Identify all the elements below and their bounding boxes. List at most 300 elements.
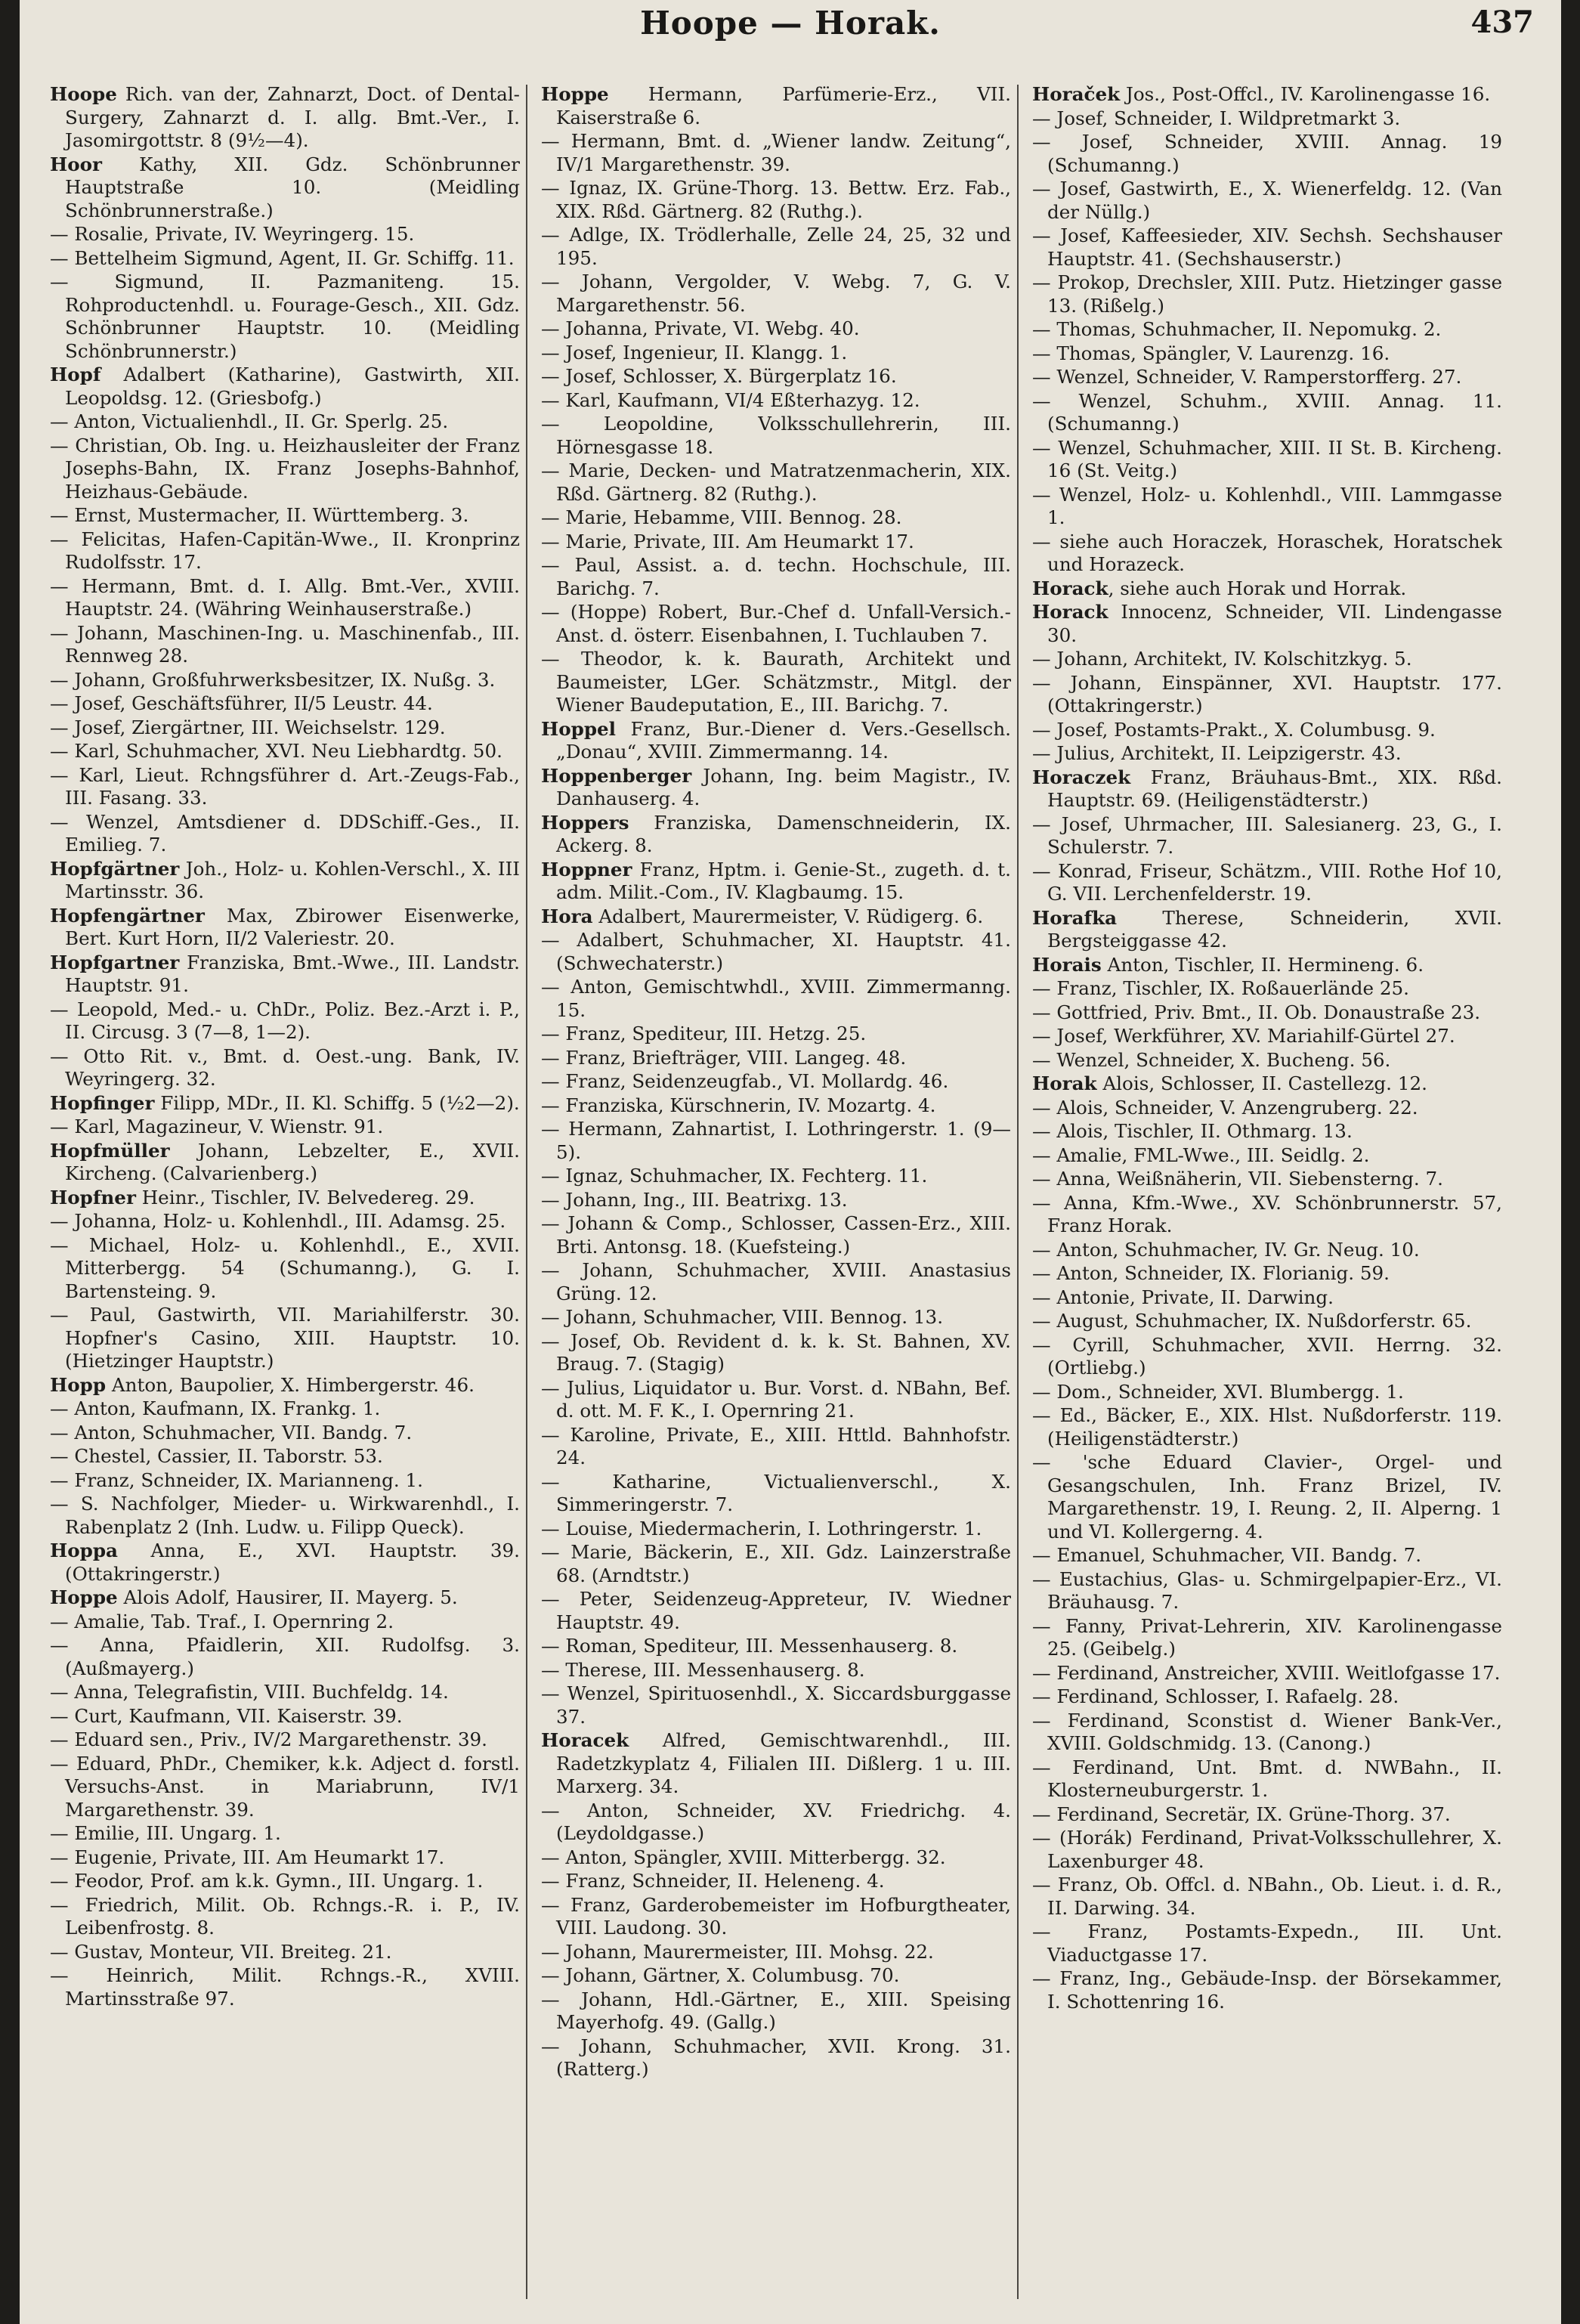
entry-surname: Horak (1032, 1072, 1097, 1094)
entry-text: — Wenzel, Schuhmacher, XIII. II St. B. Kircheng. 16 (St. Veitg.) (1032, 436, 1502, 481)
directory-entry (541, 859, 1011, 905)
entry-text: — Theodor, k. k. Baurath, Architekt und Baumeister, LGer. Schätzmstr., Mitgl. der Wiener Baudeputation, E., III. Barichg. 7. (541, 648, 1011, 716)
entry-text: — Christian, Ob. Ing. u. Heizhausleiter der Franz Josephs-Bahn, IX. Franz Josephs-Bahnhof, Heizhaus-Gebäude. (50, 434, 520, 503)
entry-text: Alois, Schlosser, II. Castellezg. 12. (1096, 1072, 1427, 1094)
directory-entry (541, 601, 1011, 647)
directory-entry (1032, 977, 1502, 1001)
directory-entry (541, 1330, 1011, 1376)
entry-text: — Wenzel, Spirituosenhdl., X. Siccardsburggasse 37. (541, 1682, 1011, 1728)
directory-entry (1032, 1310, 1502, 1333)
entry-text: — Eugenie, Private, III. Am Heumarkt 17. (50, 1846, 445, 1868)
entry-text: — Johann, Schuhmacher, XVIII. Anastasius Grüng. 12. (541, 1259, 1011, 1304)
entry-text: Anna, E., XVI. Hauptstr. 39. (Ottakringerstr.) (65, 1540, 520, 1585)
directory-entry (541, 1212, 1011, 1258)
directory-entry (1032, 1120, 1502, 1143)
entry-text: — Franz, Briefträger, VIII. Langeg. 48. (541, 1046, 907, 1069)
directory-entry (1032, 860, 1502, 906)
entry-surname: Horaczek (1032, 766, 1131, 788)
directory-entry (541, 365, 1011, 388)
entry-text: — (Hoppe) Robert, Bur.-Chef d. Unfall-Versich.-Anst. d. österr. Eisenbahnen, I. Tuchlauben 7. (541, 601, 1011, 646)
entry-text: — Anna, Telegrafistin, VIII. Buchfeldg. 14. (50, 1681, 449, 1703)
entry-text: — Franz, Tischler, IX. Roßauerlände 25. (1032, 977, 1409, 999)
entry-text: — Karl, Lieut. Rchngsführer d. Art.-Zeugs-Fab., III. Fasang. 33. (50, 763, 520, 809)
directory-entry (541, 1729, 1011, 1799)
entry-surname: Horack (1032, 601, 1108, 623)
directory-entry (1032, 531, 1502, 577)
directory-entry (50, 1846, 520, 1870)
entry-text: — Wenzel, Schuhm., XVIII. Annag. 11. (Schumanng.) (1032, 389, 1502, 435)
directory-entry (1032, 1756, 1502, 1803)
entry-surname: Hoppel (541, 717, 617, 740)
directory-page (20, 0, 1561, 2324)
directory-entry (1032, 1710, 1502, 1756)
directory-entry (50, 1445, 520, 1468)
entry-text: — Anton, Kaufmann, IX. Frankg. 1. (50, 1397, 381, 1419)
entry-text: — Wenzel, Schneider, X. Bucheng. 56. (1032, 1048, 1391, 1071)
entry-text: — Emilie, III. Ungarg. 1. (50, 1822, 281, 1844)
directory-entry (541, 224, 1011, 270)
entry-text: — Marie, Hebamme, VIII. Bennog. 28. (541, 506, 902, 528)
entry-text: — Paul, Assist. a. d. techn. Hochschule, III. Barichg. 7. (541, 554, 1011, 599)
directory-entry (541, 765, 1011, 811)
directory-entry (50, 364, 520, 410)
entry-text: — Franz, Garderobemeister im Hofburgtheater, VIII. Laudong. 30. (541, 1893, 1011, 1939)
entry-text: Adalbert, Maurermeister, V. Rüdigerg. 6. (592, 905, 984, 927)
directory-entry (50, 1681, 520, 1704)
entry-text: Franziska, Damenschneiderin, IX. Ackerg. 8. (556, 811, 1011, 856)
directory-entry (50, 1894, 520, 1940)
directory-entry (1032, 1168, 1502, 1191)
entry-text: — Johann, Vergolder, V. Webg. 7, G. V. Margarethenstr. 56. (541, 271, 1011, 316)
entry-text: — Fanny, Privat-Lehrerin, XIV. Karolinengasse 25. (Geibelg.) (1032, 1614, 1502, 1660)
entry-surname: Hopfmüller (50, 1139, 170, 1162)
directory-entry (50, 1705, 520, 1728)
entry-text: Franz, Bräuhaus-Bmt., XIX. Rßd. Hauptstr. 69. (Heiligenstädterstr.) (1047, 766, 1502, 811)
entry-text: — Ferdinand, Unt. Bmt. d. NWBahn., II. Klosterneuburgerstr. 1. (1032, 1756, 1502, 1801)
entry-text: — Antonie, Private, II. Darwing. (1032, 1286, 1334, 1308)
directory-entry (1032, 719, 1502, 742)
directory-entry (50, 1234, 520, 1304)
entry-text: — Johanna, Holz- u. Kohlenhdl., III. Adamsg. 25. (50, 1210, 506, 1232)
entry-text: — Leopold, Med.- u. ChDr., Poliz. Bez.-Arzt i. P., II. Circusg. 3 (7—8, 1—2). (50, 998, 520, 1043)
entry-surname: Hopfgärtner (50, 857, 180, 880)
entry-text: — Adlge, IX. Trödlerhalle, Zelle 24, 25, 32 und 195. (541, 224, 1011, 269)
directory-entry (1032, 1803, 1502, 1827)
directory-entry (541, 177, 1011, 223)
entry-text: — Paul, Gastwirth, VII. Mariahilferstr. 30. Hopfner's Casino, XIII. Hauptstr. 10. (Hietzinger Hauptstr.) (50, 1304, 520, 1372)
entry-text: — Gottfried, Priv. Bmt., II. Ob. Donaustraße 23. (1032, 1001, 1481, 1023)
entry-text: — Michael, Holz- u. Kohlenhdl., E., XVII. Mitterbergg. 54 (Schumanng.), G. I. Bartensteing. 9. (50, 1233, 520, 1302)
entry-text: — Johann, Schuhmacher, VIII. Bennog. 13. (541, 1306, 944, 1328)
entry-text: — Friedrich, Milit. Ob. Rchngs.-R. i. P., IV. Leibenfrostg. 8. (50, 1893, 520, 1939)
directory-column-2 (541, 83, 1011, 2313)
entry-surname: Hopfgartner (50, 951, 180, 973)
entry-text: — Alois, Schneider, V. Anzengruberg. 22. (1032, 1096, 1418, 1119)
entry-text: Franz, Bur.-Diener d. Vers.-Gesellsch. „Donau“, XVIII. Zimmermanng. 14. (556, 717, 1011, 763)
directory-entry (1032, 1920, 1502, 1967)
entry-text: — Josef, Gastwirth, E., X. Wienerfeldg. 12. (Van der Nüllg.) (1032, 178, 1502, 223)
directory-entry (541, 1118, 1011, 1164)
entry-text: — Emanuel, Schuhmacher, VII. Bandg. 7. (1032, 1544, 1422, 1566)
entry-text: Anton, Tischler, II. Hermineng. 6. (1101, 953, 1424, 976)
directory-entry (50, 858, 520, 904)
entry-text: — Franziska, Kürschnerin, IV. Mozartg. 4. (541, 1094, 936, 1116)
directory-entry (541, 130, 1011, 176)
directory-entry (541, 506, 1011, 530)
directory-entry (1032, 1381, 1502, 1404)
directory-entry (541, 976, 1011, 1022)
directory-entry (541, 83, 1011, 129)
entry-text: — Ernst, Mustermacher, II. Württemberg. 3. (50, 504, 469, 526)
entry-text: — Anton, Schuhmacher, IV. Gr. Neug. 10. (1032, 1238, 1420, 1261)
entry-text: — Prokop, Drechsler, XIII. Putz. Hietzinger gasse 13. (Rißelg.) (1032, 271, 1502, 317)
entry-surname: Hopf (50, 364, 101, 385)
entry-text: — Heinrich, Milit. Rchngs.-R., XVIII. Martinsstraße 97. (50, 1964, 520, 2010)
entry-text: — Marie, Decken- und Matratzenmacherin, XIX. Rßd. Gärtnerg. 82 (Ruthg.). (541, 460, 1011, 505)
entry-surname: Horais (1032, 953, 1102, 976)
directory-entry (1032, 1568, 1502, 1614)
directory-entry (541, 1070, 1011, 1094)
directory-entry (1032, 813, 1502, 859)
entry-surname: Hoppers (541, 811, 629, 834)
directory-entry (1032, 437, 1502, 483)
entry-text: — Ferdinand, Sconstist d. Wiener Bank-Ver., XVIII. Goldschmidg. 13. (Canong.) (1032, 1709, 1502, 1754)
entry-text: — Josef, Schneider, I. Wildpretmarkt 3. (1032, 107, 1401, 129)
directory-entry (50, 223, 520, 246)
directory-entry (50, 1611, 520, 1634)
directory-entry (541, 554, 1011, 600)
directory-entry (541, 1189, 1011, 1212)
directory-entry (50, 905, 520, 951)
directory-column-3 (1032, 83, 1502, 2313)
entry-text: — Josef, Schneider, XVIII. Annag. 19 (Schumanng.) (1032, 131, 1502, 176)
entry-text: — Franz, Schneider, IX. Marianneng. 1. (50, 1468, 423, 1491)
directory-entry (50, 575, 520, 621)
entry-text: — Ed., Bäcker, E., XIX. Hlst. Nußdorferstr. 119. (Heiligenstädterstr.) (1032, 1404, 1502, 1450)
directory-entry (50, 1634, 520, 1680)
directory-entry (1032, 1097, 1502, 1120)
directory-entry (541, 531, 1011, 554)
directory-entry (1032, 1827, 1502, 1873)
entry-text: — Julius, Liquidator u. Bur. Vorst. d. NBahn, Bef. d. ott. M. F. K., I. Opernring 21. (541, 1376, 1011, 1422)
entry-surname: Hoor (50, 153, 103, 175)
directory-entry (541, 2035, 1011, 2081)
directory-entry (50, 1422, 520, 1445)
entry-text: — Hermann, Zahnartist, I. Lothringerstr. 1. (9—5). (541, 1118, 1011, 1163)
entry-text: — Eduard, PhDr., Chemiker, k.k. Adject d. forstl. Versuchs-Anst. in Mariabrunn, IV/1 Margarethenstr. 39. (50, 1752, 520, 1821)
directory-entry (541, 1799, 1011, 1846)
entry-text: — Josef, Uhrmacher, III. Salesianerg. 23, G., I. Schulerstr. 7. (1032, 812, 1502, 858)
entry-surname: Hopfner (50, 1186, 136, 1208)
directory-entry (50, 247, 520, 271)
directory-entry (1032, 1192, 1502, 1238)
entry-text: — Wenzel, Schneider, V. Ramperstorfferg. 27. (1032, 366, 1462, 388)
entry-surname: Hoppner (541, 858, 632, 880)
directory-entry (1032, 577, 1502, 601)
entry-surname: Hopfinger (50, 1091, 155, 1114)
directory-entry (541, 1659, 1011, 1682)
entry-surname: Horafka (1032, 906, 1118, 929)
entry-text: — Amalie, FML-Wwe., III. Seidlg. 2. (1032, 1143, 1370, 1166)
entry-text: Johann, Ing. beim Magistr., IV. Danhauserg. 4. (556, 764, 1011, 809)
directory-entry (541, 460, 1011, 506)
entry-text: — Hermann, Bmt. d. I. Allg. Bmt.-Ver., XVIII. Hauptstr. 24. (Währing Weinhauserstraße.) (50, 574, 520, 620)
entry-text: — Leopoldine, Volksschullehrerin, III. Hörnesgasse 18. (541, 413, 1011, 458)
directory-entry (50, 1092, 520, 1116)
directory-entry (541, 1259, 1011, 1305)
entry-text: — Cyrill, Schuhmacher, XVII. Herrng. 32. (Ortliebg.) (1032, 1333, 1502, 1379)
directory-entry (1032, 342, 1502, 366)
directory-entry (1032, 131, 1502, 177)
directory-entry (1032, 178, 1502, 224)
directory-entry (541, 413, 1011, 459)
directory-entry (541, 317, 1011, 341)
entry-text: — Karl, Schuhmacher, XVI. Neu Liebhardtg. 50. (50, 740, 502, 762)
directory-entry (1032, 1615, 1502, 1661)
directory-entry (50, 1870, 520, 1893)
directory-entry (1032, 1049, 1502, 1072)
directory-entry (1032, 366, 1502, 389)
directory-entry (50, 410, 520, 434)
entry-text: — Johann & Comp., Schlosser, Cassen-Erz., XIII. Brti. Antonsg. 18. (Kuefsteing.) (541, 1212, 1011, 1258)
directory-entry (50, 504, 520, 528)
directory-entry (1032, 484, 1502, 530)
page-number: 437 (1470, 5, 1534, 40)
entry-text: Franziska, Bmt.-Wwe., III. Landstr. Hauptstr. 91. (65, 951, 520, 996)
entry-text: Rich. van der, Zahnarzt, Doct. of Dental-Surgery, Zahnarzt d. I. allg. Bmt.-Ver., I. Jasomirgottstr. 8 (9½—4). (65, 83, 520, 151)
entry-text: Hermann, Parfümerie-Erz., VII. Kaiserstraße 6. (556, 83, 1011, 128)
page-title: Hoope — Horak. (640, 5, 941, 42)
entry-text: — Anton, Schneider, XV. Friedrichg. 4. (Leydoldgasse.) (541, 1799, 1011, 1844)
directory-entry (541, 271, 1011, 317)
entry-text: — Josef, Werkführer, XV. Mariahilf-Gürtel 27. (1032, 1025, 1455, 1047)
directory-entry (541, 1377, 1011, 1423)
entry-surname: Hora (541, 905, 593, 927)
entry-text: — Therese, III. Messenhauserg. 8. (541, 1658, 865, 1681)
entry-text: Max, Zbirower Eisenwerke, Bert. Kurt Horn, II/2 Valeriestr. 20. (65, 904, 520, 949)
directory-entry (541, 718, 1011, 764)
entry-surname: Horaček (1032, 83, 1121, 105)
entry-text: Adalbert (Katharine), Gastwirth, XII. Leopoldsg. 12. (Griesbofg.) (65, 364, 520, 409)
directory-entry (1032, 1025, 1502, 1048)
directory-entry (50, 740, 520, 763)
entry-text: — Josef, Schlosser, X. Bürgerplatz 16. (541, 365, 897, 387)
directory-entry (1032, 1967, 1502, 2013)
directory-entry (50, 1540, 520, 1586)
directory-entry (1032, 1072, 1502, 1096)
directory-entry (1032, 1685, 1502, 1709)
directory-entry (541, 1870, 1011, 1893)
entry-surname: Horack (1032, 577, 1108, 599)
entry-surname: Hoppe (541, 83, 609, 105)
entry-text: — Konrad, Friseur, Schätzm., VIII. Rothe Hof 10, G. VII. Lerchenfelderstr. 19. (1032, 859, 1502, 905)
directory-entry (541, 1471, 1011, 1517)
directory-entry (1032, 224, 1502, 271)
entry-text: — Felicitas, Hafen-Capitän-Wwe., II. Kronprinz Rudolfsstr. 17. (50, 528, 520, 573)
directory-entry (50, 1753, 520, 1822)
entry-text: — Wenzel, Amtsdiener d. DDSchiff.-Ges., II. Emilieg. 7. (50, 810, 520, 856)
entry-surname: Hopp (50, 1373, 107, 1396)
entry-text: — Ignaz, Schuhmacher, IX. Fechterg. 11. (541, 1165, 928, 1187)
entry-text: Johann, Lebzelter, E., XVII. Kircheng. (Calvarienberg.) (65, 1139, 520, 1184)
directory-entry (50, 1822, 520, 1846)
entry-surname: Hopfengärtner (50, 904, 205, 927)
entry-text: — Feodor, Prof. am k.k. Gymn., III. Ungarg. 1. (50, 1870, 484, 1892)
entry-text: — Anton, Schneider, IX. Florianig. 59. (1032, 1262, 1390, 1284)
directory-entry (541, 1894, 1011, 1940)
directory-entry (1032, 1239, 1502, 1262)
entry-text: Alois Adolf, Hausirer, II. Mayerg. 5. (117, 1586, 458, 1608)
directory-entry (1032, 1262, 1502, 1286)
directory-entry (50, 271, 520, 363)
entry-text: — Josef, Ob. Revident d. k. k. St. Bahnen, XV. Braug. 7. (Stagig) (541, 1329, 1011, 1375)
directory-entry (1032, 1662, 1502, 1685)
entry-text: — Louise, Miedermacherin, I. Lothringerstr. 1. (541, 1517, 982, 1540)
directory-entry (1032, 1451, 1502, 1543)
entry-text: — Anna, Kfm.-Wwe., XV. Schönbrunnerstr. 57, Franz Horak. (1032, 1191, 1502, 1236)
entry-text: — Hermann, Bmt. d. „Wiener landw. Zeitung“, IV/1 Margarethenstr. 39. (541, 130, 1011, 175)
directory-entry (541, 1635, 1011, 1658)
directory-entry (50, 1140, 520, 1186)
entry-text: — Curt, Kaufmann, VII. Kaiserstr. 39. (50, 1704, 403, 1727)
directory-entry (1032, 648, 1502, 671)
directory-entry (50, 1941, 520, 1964)
directory-entry (541, 1518, 1011, 1541)
directory-entry (50, 1045, 520, 1091)
page-header (20, 0, 1561, 53)
directory-entry (541, 1846, 1011, 1870)
entry-text: — Thomas, Schuhmacher, II. Nepomukg. 2. (1032, 318, 1442, 340)
directory-entry (50, 622, 520, 668)
entry-text: — Josef, Geschäftsführer, II/5 Leustr. 44. (50, 692, 433, 714)
entry-surname: Hoppa (50, 1540, 118, 1561)
entry-text: — Johann, Gärtner, X. Columbusg. 70. (541, 1964, 900, 1986)
directory-entry (1032, 318, 1502, 342)
directory-entry (541, 1165, 1011, 1188)
entry-text: Anton, Baupolier, X. Himbergerstr. 46. (106, 1373, 475, 1396)
directory-entry (1032, 1874, 1502, 1920)
entry-text: — Johanna, Private, VI. Webg. 40. (541, 317, 860, 339)
entry-text: — Karl, Magazineur, V. Wienstr. 91. (50, 1116, 384, 1137)
entry-text: , siehe auch Horak und Horrak. (1108, 577, 1407, 599)
entry-text: — Ferdinand, Schlosser, I. Rafaelg. 28. (1032, 1685, 1399, 1707)
entry-text: — Eduard sen., Priv., IV/2 Margarethenstr. 39. (50, 1728, 487, 1750)
entry-text: — Johann, Einspänner, XVI. Hauptstr. 177. (Ottakringerstr.) (1032, 671, 1502, 716)
directory-entry (1032, 1001, 1502, 1025)
directory-entry (1032, 954, 1502, 977)
entry-text: — Thomas, Spängler, V. Laurenzg. 16. (1032, 342, 1390, 364)
entry-surname: Hoope (50, 83, 117, 105)
directory-entry (1032, 742, 1502, 766)
directory-entry (1032, 766, 1502, 812)
entry-text: Alfred, Gemischtwarenhdl., III. Radetzkyplatz 4, Filialen III. Dißlerg. 1 u. III. Marxerg. 34. (556, 1729, 1011, 1797)
entry-text: — Otto Rit. v., Bmt. d. Oest.-ung. Bank, IV. Weyringerg. 32. (50, 1044, 520, 1090)
directory-entry (50, 811, 520, 857)
column-rule (1017, 85, 1019, 2299)
entry-text: Filipp, MDr., II. Kl. Schiffg. 5 (½2—2). (154, 1091, 520, 1114)
directory-entry (50, 669, 520, 692)
entry-text: Jos., Post-Offcl., IV. Karolinengasse 16. (1120, 83, 1491, 105)
directory-entry (50, 1210, 520, 1233)
entry-text: — Franz, Ing., Gebäude-Insp. der Börsekammer, I. Schottenring 16. (1032, 1967, 1502, 2013)
entry-text: — Ferdinand, Secretär, IX. Grüne-Thorg. 37. (1032, 1803, 1451, 1825)
directory-entry (50, 998, 520, 1044)
entry-text: — Bettelheim Sigmund, Agent, II. Gr. Schiffg. 11. (50, 246, 515, 269)
entry-text: — Chestel, Cassier, II. Taborstr. 53. (50, 1445, 383, 1467)
directory-entry (1032, 1334, 1502, 1380)
directory-entry (50, 1304, 520, 1373)
entry-text: — Franz, Seidenzeugfab., VI. Mollardg. 46. (541, 1070, 949, 1092)
entry-text: — S. Nachfolger, Mieder- u. Wirkwarenhdl., I. Rabenplatz 2 (Inh. Ludw. u. Filipp Queck). (50, 1493, 520, 1538)
directory-entry (541, 1023, 1011, 1046)
entry-text: — 'sche Eduard Clavier-, Orgel- und Gesangschulen, Inh. Franz Brizel, IV. Margarethenstr. 19, I. Reung. 2, II. Alperng. 1 und VI. Kollergerng. 4. (1032, 1451, 1502, 1543)
entry-text: — Franz, Schneider, II. Heleneng. 4. (541, 1870, 885, 1892)
directory-entry (50, 435, 520, 504)
directory-entry (1032, 601, 1502, 647)
entry-text: — Josef, Kaffeesieder, XIV. Sechsh. Sechshauser Hauptstr. 41. (Sechshauserstr.) (1032, 224, 1502, 270)
entry-text: — Roman, Spediteur, III. Messenhauserg. 8. (541, 1635, 958, 1657)
directory-entry (50, 1493, 520, 1539)
entry-text: — Sigmund, II. Pazmaniteng. 15. Rohproductenhdl. u. Fourage-Gesch., XII. Gdz. Schönbrunner Hauptstr. 10. (Meidling Schönbrunnerstr.) (50, 271, 520, 362)
entry-text: Innocenz, Schneider, VII. Lindengasse 30. (1047, 601, 1502, 646)
directory-entry (50, 1116, 520, 1139)
entry-text: — Johann, Architekt, IV. Kolschitzkyg. 5. (1032, 648, 1412, 670)
entry-text: Kathy, XII. Gdz. Schönbrunner Hauptstraße 10. (Meidling Schönbrunnerstraße.) (65, 153, 520, 221)
entry-text: — Ignaz, IX. Grüne-Thorg. 13. Bettw. Erz. Fab., XIX. Rßd. Gärtnerg. 82 (Ruthg.). (541, 177, 1011, 222)
directory-entry (1032, 1144, 1502, 1168)
directory-entry (50, 952, 520, 998)
directory-entry (1032, 1404, 1502, 1450)
entry-text: — Adalbert, Schuhmacher, XI. Hauptstr. 41. (Schwechaterstr.) (541, 929, 1011, 974)
directory-entry (50, 153, 520, 223)
directory-entry (50, 1728, 520, 1752)
directory-entry (1032, 271, 1502, 317)
directory-entry (1032, 672, 1502, 718)
entry-text: Joh., Holz- u. Kohlen-Verschl., X. III Martinsstr. 36. (65, 857, 520, 902)
entry-text: — Anton, Victualienhdl., II. Gr. Sperlg. 25. (50, 410, 449, 432)
directory-entry (541, 1988, 1011, 2035)
directory-entry (1032, 83, 1502, 107)
directory-entry (541, 389, 1011, 413)
directory-entry (50, 1187, 520, 1210)
entry-text: — Anton, Spängler, XVIII. Mitterbergg. 32. (541, 1846, 946, 1868)
entry-text: — Amalie, Tab. Traf., I. Opernring 2. (50, 1610, 394, 1632)
column-rule (526, 85, 527, 2299)
directory-entry (50, 83, 520, 153)
entry-text: — Marie, Private, III. Am Heumarkt 17. (541, 530, 914, 552)
entry-text: — Franz, Spediteur, III. Hetzg. 25. (541, 1023, 867, 1044)
directory-entry (541, 812, 1011, 858)
directory-entry (541, 1047, 1011, 1070)
directory-entry (50, 716, 520, 740)
entry-text: — Josef, Ziergärtner, III. Weichselstr. 129. (50, 716, 446, 738)
entry-text: — Johann, Maurermeister, III. Mohsg. 22. (541, 1940, 934, 1963)
entry-text: — Johann, Maschinen-Ing. u. Maschinenfab., III. Rennweg 28. (50, 621, 520, 667)
directory-entry (541, 1541, 1011, 1587)
entry-surname: Hoppe (50, 1586, 118, 1608)
entry-text: — Ferdinand, Anstreicher, XVIII. Weitlofgasse 17. (1032, 1661, 1501, 1684)
entry-text: — Dom., Schneider, XVI. Blumbergg. 1. (1032, 1380, 1404, 1403)
directory-entry (541, 1682, 1011, 1728)
entry-text: — Johann, Großfuhrwerksbesitzer, IX. Nußg. 3. (50, 668, 496, 691)
directory-entry (541, 1094, 1011, 1118)
entry-text: — Franz, Postamts-Expedn., III. Unt. Viaductgasse 17. (1032, 1920, 1502, 1966)
directory-entry (1032, 107, 1502, 131)
entry-text: — siehe auch Horaczek, Horaschek, Horatschek und Horazeck. (1032, 530, 1502, 575)
directory-entry (541, 648, 1011, 717)
entry-text: — Johann, Hdl.-Gärtner, E., XIII. Speising Mayerhofg. 49. (Gallg.) (541, 1988, 1011, 2033)
directory-entry (541, 929, 1011, 975)
